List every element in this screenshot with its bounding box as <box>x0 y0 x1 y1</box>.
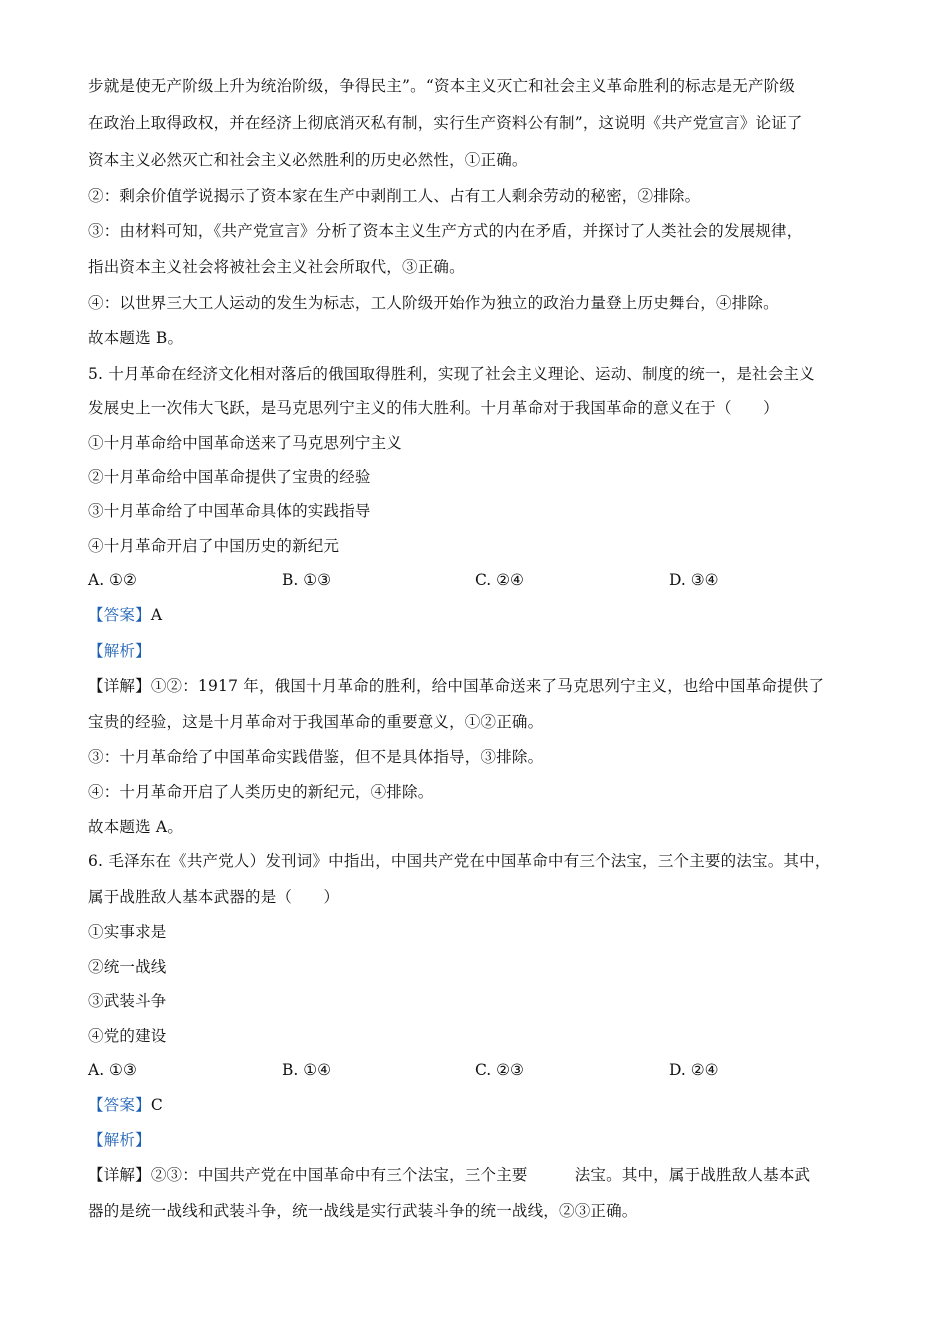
question-5-conclusion: 故本题选 A。 <box>88 818 184 836</box>
question-5-statement: ④十月革命开启了中国历史的新纪元 <box>88 537 340 555</box>
question-6-option-c: C. ②③ <box>475 1061 524 1079</box>
question-6-option-d: D. ②④ <box>669 1061 719 1079</box>
conclusion-line: 故本题选 B。 <box>88 329 184 347</box>
question-5-detail <box>88 676 824 696</box>
explanation-line: ④：以世界三大工人运动的发生为标志，工人阶级开始作为独立的政治力量登上历史舞台，④排除。 <box>88 294 779 312</box>
detail-text: ②③：中国共产党在中国革命中有三个法宝，三个主要 法宝。其中，属于战胜敌人基本武 <box>150 1166 811 1184</box>
explanation-line: 步就是使无产阶级上升为统治阶级，争得民主”。“资本主义灭亡和社会主义革命胜利的标志是无产阶级 <box>88 77 796 95</box>
question-6-stem: 6. 毛泽东在《共产党人）发刊词》中指出，中国共产党在中国革命中有三个法宝，三个主要的法宝。其中， <box>88 852 831 870</box>
question-5-statement: ②十月革命给中国革命提供了宝贵的经验 <box>88 468 371 486</box>
answer-value: C <box>150 1096 163 1114</box>
question-6-detail: 器的是统一战线和武装斗争，统一战线是实行武装斗争的统一战线，②③正确。 <box>88 1202 638 1220</box>
question-6-stem: 属于战胜敌人基本武器的是（ ） <box>88 888 340 906</box>
answer-tag: 【答案】 <box>88 606 151 624</box>
question-5-option-a: A. ①② <box>88 571 137 589</box>
question-5-detail: 宝贵的经验，这是十月革命对于我国革命的重要意义，①②正确。 <box>88 713 544 731</box>
question-5-stem: 5. 十月革命在经济文化相对落后的俄国取得胜利，实现了社会主义理论、运动、制度的统一，是社会主义 <box>88 365 815 383</box>
question-6-answer <box>88 1095 163 1115</box>
question-6-option-b: B. ①④ <box>282 1061 332 1079</box>
question-6-statement: ④党的建设 <box>88 1027 167 1045</box>
explanation-line: 指出资本主义社会将被社会主义社会所取代，③正确。 <box>88 258 465 276</box>
question-5-option-d: D. ③④ <box>669 571 719 589</box>
question-5-option-b: B. ①③ <box>282 571 332 589</box>
answer-tag: 【答案】 <box>88 1096 151 1114</box>
question-5-detail: ④：十月革命开启了人类历史的新纪元，④排除。 <box>88 783 434 801</box>
detail-text: ①②：1917 年，俄国十月革命的胜利，给中国革命送来了马克思列宁主义，也给中国革命提供了 <box>150 677 825 695</box>
answer-value: A <box>150 606 163 624</box>
detail-tag: 【详解】 <box>88 677 151 695</box>
question-6-statement: ③武装斗争 <box>88 992 167 1010</box>
question-5-answer <box>88 605 162 625</box>
question-5-analysis-heading <box>88 641 151 661</box>
question-5-statement: ③十月革命给了中国革命具体的实践指导 <box>88 502 371 520</box>
analysis-tag: 【解析】 <box>88 642 151 660</box>
explanation-line: 资本主义必然灭亡和社会主义必然胜利的历史必然性，①正确。 <box>88 151 528 169</box>
question-6-statement: ②统一战线 <box>88 958 167 976</box>
question-5-statement: ①十月革命给中国革命送来了马克思列宁主义 <box>88 434 403 452</box>
question-6-statement: ①实事求是 <box>88 923 167 941</box>
question-5-option-c: C. ②④ <box>475 571 524 589</box>
explanation-line: ②：剩余价值学说揭示了资本家在生产中剥削工人、占有工人剩余劳动的秘密，②排除。 <box>88 187 701 205</box>
question-6-option-a: A. ①③ <box>88 1061 137 1079</box>
explanation-line: ③：由材料可知，《共产党宣言》分析了资本主义生产方式的内在矛盾，并探讨了人类社会的发展规律， <box>88 222 803 240</box>
question-5-detail: ③：十月革命给了中国革命实践借鉴，但不是具体指导，③排除。 <box>88 748 544 766</box>
analysis-tag: 【解析】 <box>88 1131 151 1149</box>
question-5-stem: 发展史上一次伟大飞跃，是马克思列宁主义的伟大胜利。十月革命对于我国革命的意义在于（ ） <box>88 399 779 417</box>
detail-tag: 【详解】 <box>88 1166 151 1184</box>
question-6-detail <box>88 1165 810 1185</box>
explanation-line: 在政治上取得政权，并在经济上彻底消灭私有制，实行生产资料公有制”，这说明《共产党宣言》论证了 <box>88 114 803 132</box>
question-6-analysis-heading <box>88 1130 151 1150</box>
